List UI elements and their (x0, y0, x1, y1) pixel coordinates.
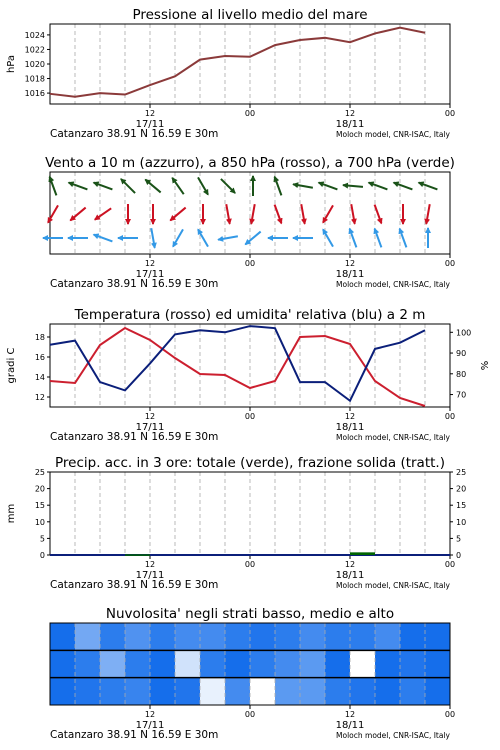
wind-10m-arrow (94, 235, 113, 242)
wind-850-arrow (70, 208, 85, 221)
clouds-date-label: 18/11 (335, 720, 365, 731)
precip-bar (125, 554, 150, 556)
wind-credit-label: Moloch model, CNR-ISAC, Italy (336, 280, 450, 289)
cloud-cell (175, 650, 201, 678)
cloud-cell (275, 650, 301, 678)
cloud-cell (225, 678, 251, 706)
wind-700-arrow (69, 183, 88, 190)
precip-y-tick-label: 15 (34, 501, 45, 511)
precip-y2-tick-label: 15 (456, 501, 467, 511)
cloud-cell (375, 650, 401, 678)
precip-x-tick-label: 00 (444, 560, 456, 569)
temp_rh-y2-tick-label: 90 (456, 349, 467, 359)
cloud-cell (250, 650, 276, 678)
pressure-y-tick-label: 1016 (24, 89, 45, 99)
cloud-cell (100, 623, 126, 651)
temp_rh-y-tick-label: 14 (34, 373, 45, 382)
temp_rh-location-label: Catanzaro 38.91 N 16.59 E 30m (50, 431, 219, 443)
precip-y2-tick-label: 20 (456, 484, 467, 494)
pressure-line (50, 28, 425, 97)
pressure-date-label: 18/11 (335, 119, 365, 130)
cloud-cell (425, 623, 451, 651)
panel-temp_rh (6, 307, 491, 443)
wind-x-tick-label: 00 (444, 259, 456, 268)
wind-title: Vento a 10 m (azzurro), a 850 hPa (rosso), a 700 hPa (verde) (45, 155, 455, 171)
temperature-line (50, 328, 425, 406)
pressure-y-tick-label: 1018 (24, 74, 45, 84)
cloud-cell (300, 650, 326, 678)
clouds-x-tick-label: 00 (444, 710, 456, 719)
cloud-cell (125, 650, 151, 678)
precip-y-tick-label: 0 (39, 551, 45, 560)
wind-850-arrow (170, 208, 185, 221)
cloud-cell (375, 623, 401, 651)
precip-y2-tick-label: 0 (456, 551, 462, 560)
clouds-credit-label: Moloch model, CNR-ISAC, Italy (336, 731, 450, 740)
cloud-cell (350, 623, 376, 651)
cloud-cell (325, 650, 351, 678)
cloud-cell (275, 678, 301, 706)
precip-y-tick-label: 10 (34, 517, 45, 527)
wind-850-arrow (323, 205, 333, 222)
pressure-y-tick-label: 1024 (24, 30, 45, 40)
pressure-x-tick-label: 00 (244, 109, 256, 118)
cloud-cell (375, 678, 401, 706)
wind-10m-arrow (245, 232, 260, 245)
wind-700-arrow (369, 183, 388, 190)
clouds-title: Nuvolosita' negli strati basso, medio e alto (105, 606, 395, 622)
cloud-cell (100, 650, 126, 678)
pressure-location-label: Catanzaro 38.91 N 16.59 E 30m (50, 128, 219, 140)
wind-850-arrow (426, 204, 429, 224)
cloud-cell (225, 650, 251, 678)
cloud-cell (200, 650, 226, 678)
panel-precip (6, 455, 466, 591)
wind-700-arrow (343, 185, 363, 187)
wind-700-arrow (419, 183, 438, 190)
precip-ylabel: mm (6, 503, 17, 524)
panel-clouds (50, 606, 455, 741)
cloud-cell (425, 678, 451, 706)
cloud-cell (75, 650, 101, 678)
panel-pressure (6, 7, 455, 140)
cloud-cell (50, 623, 76, 651)
cloud-cell (175, 678, 201, 706)
cloud-cell (200, 678, 226, 706)
wind-850-arrow (95, 208, 111, 219)
cloud-cell (300, 678, 326, 706)
temp_rh-y-tick-label: 18 (34, 333, 45, 342)
cloud-cell (350, 678, 376, 706)
pressure-frame (50, 24, 450, 104)
wind-700-arrow (172, 178, 183, 194)
temp_rh-credit-label: Moloch model, CNR-ISAC, Italy (336, 433, 450, 442)
precip-x-tick-label: 00 (244, 560, 256, 569)
cloud-cell (350, 650, 376, 678)
wind-850-arrow (251, 204, 254, 224)
pressure-date-label: 17/11 (135, 119, 165, 130)
cloud-cell (150, 678, 176, 706)
pressure-x-tick-label: 12 (144, 109, 156, 118)
temp_rh-date-label: 17/11 (135, 422, 165, 433)
cloud-cell (425, 650, 451, 678)
clouds-x-tick-label: 12 (144, 710, 156, 719)
wind-850-arrow (226, 204, 229, 224)
pressure-y-tick-label: 1020 (24, 60, 45, 69)
wind-10m-arrow (375, 229, 382, 248)
cloud-cell (150, 623, 176, 651)
wind-850-arrow (375, 205, 382, 224)
wind-700-arrow (221, 179, 235, 193)
precip-y2-tick-label: 25 (456, 468, 467, 477)
precip-date-label: 17/11 (135, 570, 165, 581)
wind-700-arrow (293, 184, 313, 187)
wind-700-arrow (50, 177, 57, 196)
temp_rh-x-tick-label: 12 (344, 412, 356, 421)
wind-850-arrow (275, 205, 282, 224)
temp_rh-y-tick-label: 12 (34, 393, 45, 402)
temp_rh-x-tick-label: 00 (444, 412, 456, 421)
clouds-location-label: Catanzaro 38.91 N 16.59 E 30m (50, 729, 219, 741)
precip-x-tick-label: 12 (144, 560, 156, 569)
wind-700-arrow (94, 183, 113, 190)
cloud-cell (300, 623, 326, 651)
precip-bar (350, 552, 375, 555)
wind-10m-arrow (400, 229, 407, 248)
wind-x-tick-label: 00 (244, 259, 256, 268)
precip-y2-tick-label: 5 (456, 534, 462, 544)
cloud-cell (100, 678, 126, 706)
wind-date-label: 17/11 (135, 269, 165, 280)
temp_rh-y-tick-label: 16 (34, 353, 45, 362)
wind-10m-arrow (218, 236, 238, 239)
pressure-ylabel: hPa (6, 54, 17, 74)
wind-x-tick-label: 12 (144, 259, 156, 268)
clouds-date-label: 17/11 (135, 720, 165, 731)
precip-title: Precip. acc. in 3 ore: totale (verde), frazione solida (tratt.) (55, 455, 445, 471)
cloud-cell (325, 623, 351, 651)
precip-y-tick-label: 20 (34, 484, 45, 494)
wind-10m-arrow (198, 229, 208, 246)
precip-y-tick-label: 25 (34, 468, 45, 477)
cloud-cell (200, 623, 226, 651)
temp_rh-x-tick-label: 00 (244, 412, 256, 421)
pressure-y-tick-label: 1022 (24, 45, 45, 55)
clouds-x-tick-label: 12 (344, 710, 356, 719)
cloud-cell (225, 623, 251, 651)
wind-10m-arrow (173, 229, 183, 246)
wind-700-arrow (145, 180, 160, 193)
pressure-title: Pressione al livello medio del mare (132, 7, 368, 23)
wind-10m-arrow (350, 229, 357, 248)
precip-credit-label: Moloch model, CNR-ISAC, Italy (336, 581, 450, 590)
wind-location-label: Catanzaro 38.91 N 16.59 E 30m (50, 278, 219, 290)
wind-700-arrow (319, 183, 338, 190)
precip-y-tick-label: 5 (39, 534, 45, 544)
wind-x-tick-label: 12 (344, 259, 356, 268)
cloud-cell (250, 678, 276, 706)
cloud-cell (400, 623, 426, 651)
temp_rh-y2-tick-label: 80 (456, 369, 467, 379)
pressure-x-tick-label: 12 (344, 109, 356, 118)
temp_rh-title: Temperatura (rosso) ed umidita' relativa (blu) a 2 m (74, 307, 426, 323)
wind-850-arrow (351, 204, 354, 224)
cloud-cell (400, 650, 426, 678)
cloud-cell (325, 678, 351, 706)
clouds-x-tick-label: 00 (244, 710, 256, 719)
temp-ylabel: gradi C (6, 347, 17, 384)
precip-y2-tick-label: 10 (456, 517, 467, 527)
cloud-cell (75, 623, 101, 651)
cloud-cell (175, 623, 201, 651)
cloud-cell (250, 623, 276, 651)
temp_rh-date-label: 18/11 (335, 422, 365, 433)
pressure-x-tick-label: 00 (444, 109, 456, 118)
wind-700-arrow (275, 177, 282, 196)
pressure-credit-label: Moloch model, CNR-ISAC, Italy (336, 130, 450, 139)
cloud-cell (50, 678, 76, 706)
wind-850-arrow (301, 204, 304, 224)
precip-location-label: Catanzaro 38.91 N 16.59 E 30m (50, 579, 219, 591)
precip-date-label: 18/11 (335, 570, 365, 581)
wind-700-arrow (198, 177, 208, 194)
wind-date-label: 18/11 (335, 269, 365, 280)
precip-x-tick-label: 12 (344, 560, 356, 569)
humidity-ylabel: % (480, 360, 491, 371)
wind-10m-arrow (323, 229, 333, 246)
temp_rh-x-tick-label: 12 (144, 412, 156, 421)
cloud-cell (125, 623, 151, 651)
wind-700-arrow (121, 179, 135, 193)
temp_rh-y2-tick-label: 100 (456, 328, 472, 338)
cloud-cell (275, 623, 301, 651)
wind-700-arrow (394, 183, 413, 190)
panel-wind (43, 155, 455, 290)
wind-10m-arrow (151, 228, 154, 248)
cloud-cell (150, 650, 176, 678)
cloud-cell (125, 678, 151, 706)
humidity-line (50, 326, 425, 401)
cloud-cell (50, 650, 76, 678)
cloud-cell (400, 678, 426, 706)
cloud-cell (75, 678, 101, 706)
temp_rh-y2-tick-label: 70 (456, 390, 467, 400)
